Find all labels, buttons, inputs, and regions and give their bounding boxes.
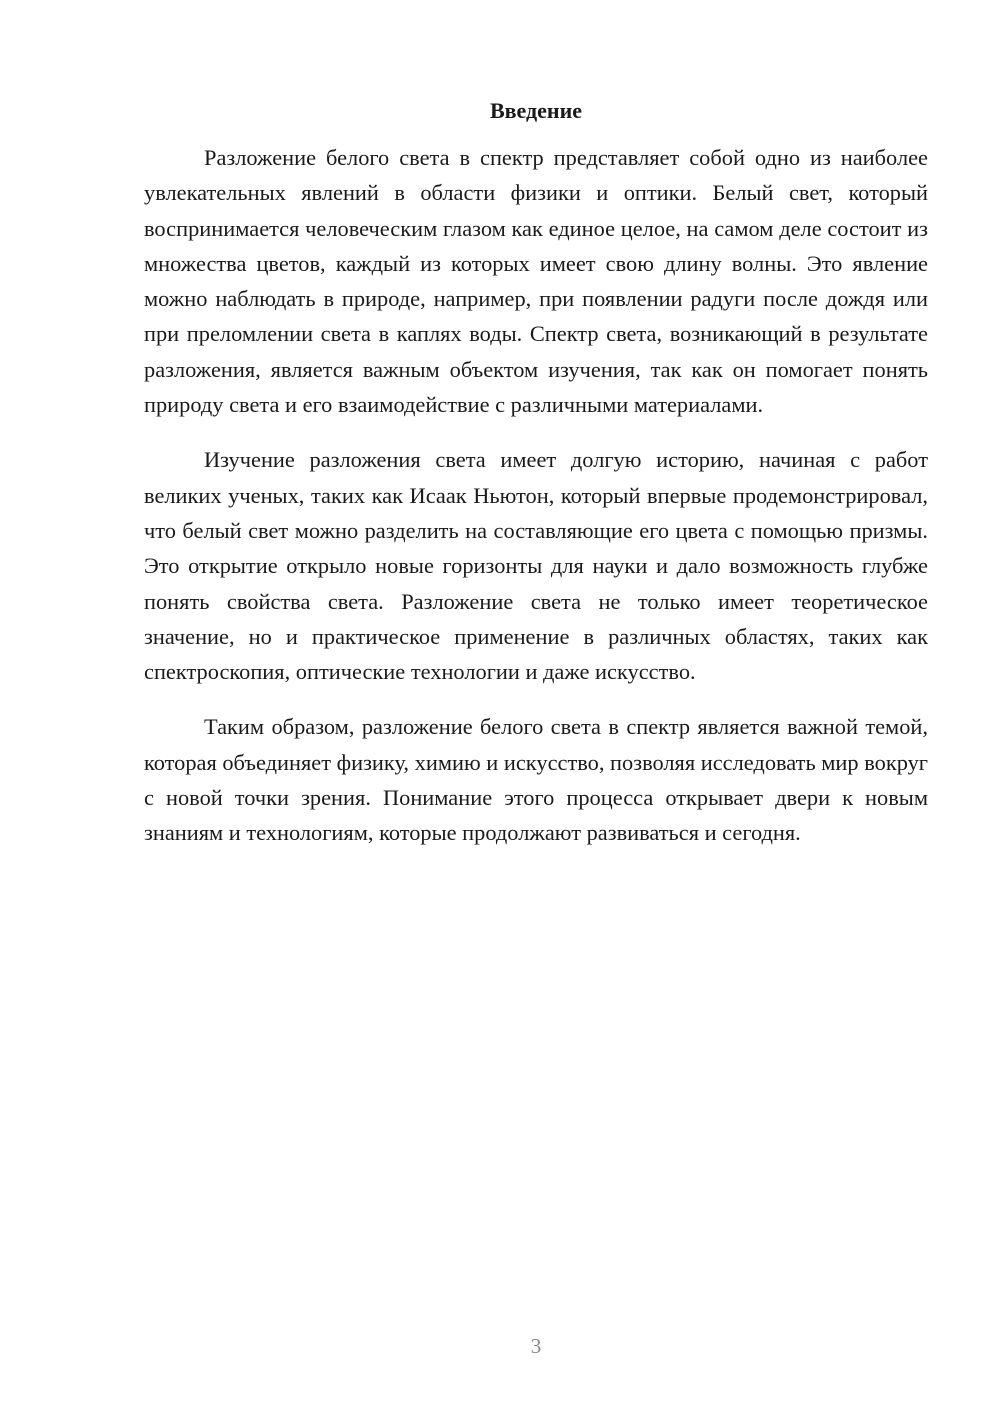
paragraph-2: Изучение разложения света имеет долгую историю, начиная с работ великих ученых, таких как Исаак Ньютон, который впервые продемонстрировал, что белый свет можно разделить на составляющие его цвета с помощью призмы. Это открытие открыло новые горизонты для науки и дало возможность глубже понять свойства света. Разложение света не только имеет теоретическое значение, но и практическое применение в различных областях, таких как спектроскопия, оптические технологии и даже искусство. (144, 447, 928, 685)
section-title: Введение (489, 98, 583, 123)
paragraph-3: Таким образом, разложение белого света в спектр является важной темой, которая объединяет физику, химию и искусство, позволяя исследовать мир вокруг с новой точки зрения. Понимание этого процесса открывает двери к новым знаниям и технологиям, которые продолжают развиваться и сегодня. (144, 714, 928, 846)
page-number: 3 (530, 1334, 542, 1358)
paragraph-1: Разложение белого света в спектр представляет собой одно из наиболее увлекательных явлений в области физики и оптики. Белый свет, который воспринимается человеческим глазом как единое целое, на самом деле состоит из множества цветов, каждый из которых имеет свою длину волны. Это явление можно наблюдать в природе, например, при появлении радуги после дождя или при преломлении света в каплях воды. Спектр света, возникающий в результате разложения, является важным объектом изучения, так как он помогает понять природу света и его взаимодействие с различными материалами. (144, 145, 928, 418)
page-content (144, 96, 928, 871)
